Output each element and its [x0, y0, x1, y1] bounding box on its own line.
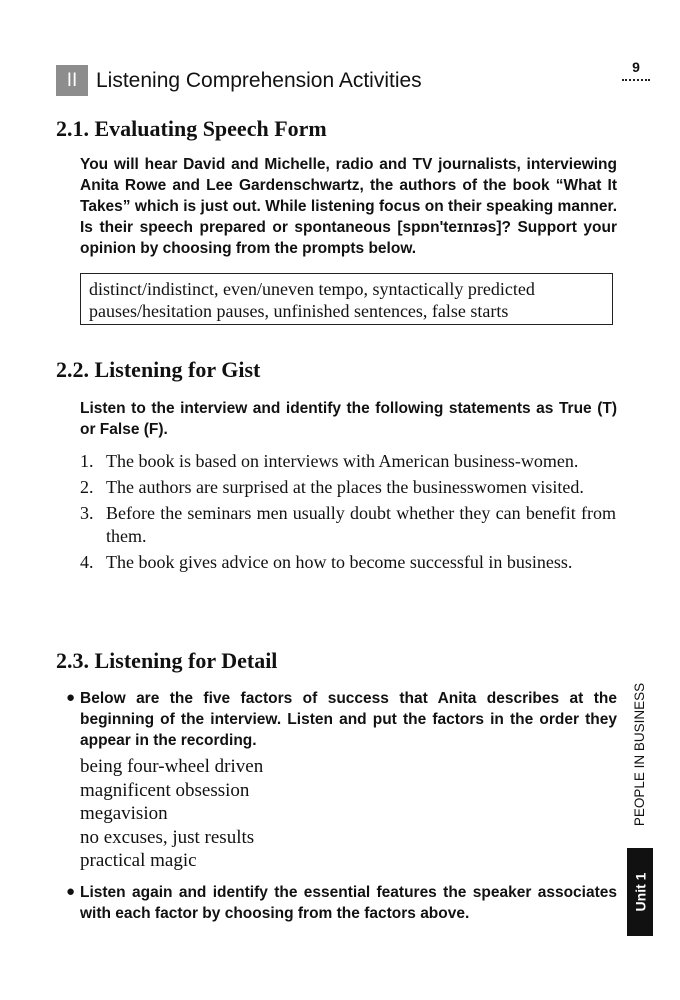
heading-2-1: 2.1. Evaluating Speech Form — [56, 116, 327, 141]
statement-text: The authors are surprised at the places the businesswomen visited. — [106, 477, 584, 497]
side-section-text: PEOPLE IN BUSINESS — [632, 682, 648, 826]
bullet-icon: ● — [66, 690, 76, 706]
bullet-text: Below are the five factors of success that Anita describes at the beginning of the interview. Listen and put the factors in the order they appear in the recording. — [80, 690, 617, 749]
page-number-rule — [622, 79, 650, 81]
statement-number: 3. — [80, 503, 94, 523]
section-title: Listening Comprehension Activities — [96, 68, 422, 92]
prompts-box: distinct/indistinct, even/uneven tempo, syntactically predicted pauses/hesitation pauses, unfinished sentences, false starts — [80, 273, 613, 325]
statement-number: 4. — [80, 552, 94, 572]
section-number-badge: II — [56, 65, 88, 96]
bullet-instruction-2 — [66, 882, 617, 924]
page-number: 9 — [632, 59, 640, 75]
factor-item: megavision — [80, 803, 168, 824]
heading-2-3: 2.3. Listening for Detail — [56, 648, 278, 673]
statement-number: 2. — [80, 477, 94, 497]
side-section-label — [627, 676, 653, 832]
factor-item: magnificent obsession — [80, 779, 250, 801]
factor-item: no excuses, just results — [80, 826, 255, 848]
factor-list — [80, 755, 263, 873]
statement-item — [80, 450, 616, 473]
bullet-icon: ● — [66, 884, 76, 900]
heading-2-2: 2.2. Listening for Gist — [56, 357, 261, 382]
unit-tab — [627, 848, 653, 936]
statement-item — [80, 502, 616, 548]
factor-item: being four-wheel driven — [80, 756, 264, 777]
instruction-2-2: Listen to the interview and identify the following statements as True (T) or False (F). — [80, 400, 617, 438]
instruction-2-1: You will hear David and Michelle, radio and TV journalists, interviewing Anita Rowe and Lee Gardenschwartz, the authors of the book “What It Takes” which is just out. While listening focus on their speaking manner. Is their speech prepared or spontaneous [spɒn'teɪnɪəs]? Support your opinion by choosing from the prompts below. — [80, 156, 617, 257]
statement-item — [80, 476, 616, 499]
statement-list — [80, 450, 616, 577]
statement-item — [80, 551, 616, 574]
bullet-text: Listen again and identify the essential features the speaker associates with each factor by choosing from the factors above. — [80, 884, 617, 922]
statement-text: The book gives advice on how to become successful in business. — [106, 552, 573, 572]
statement-text: The book is based on interviews with American business-women. — [106, 451, 579, 471]
bullet-instruction-1 — [66, 688, 617, 751]
statement-text: Before the seminars men usually doubt whether they can benefit from them. — [106, 503, 616, 546]
unit-tab-text: Unit 1 — [632, 872, 649, 912]
factor-item: practical magic — [80, 850, 197, 871]
statement-number: 1. — [80, 451, 94, 471]
section-header — [56, 65, 422, 96]
